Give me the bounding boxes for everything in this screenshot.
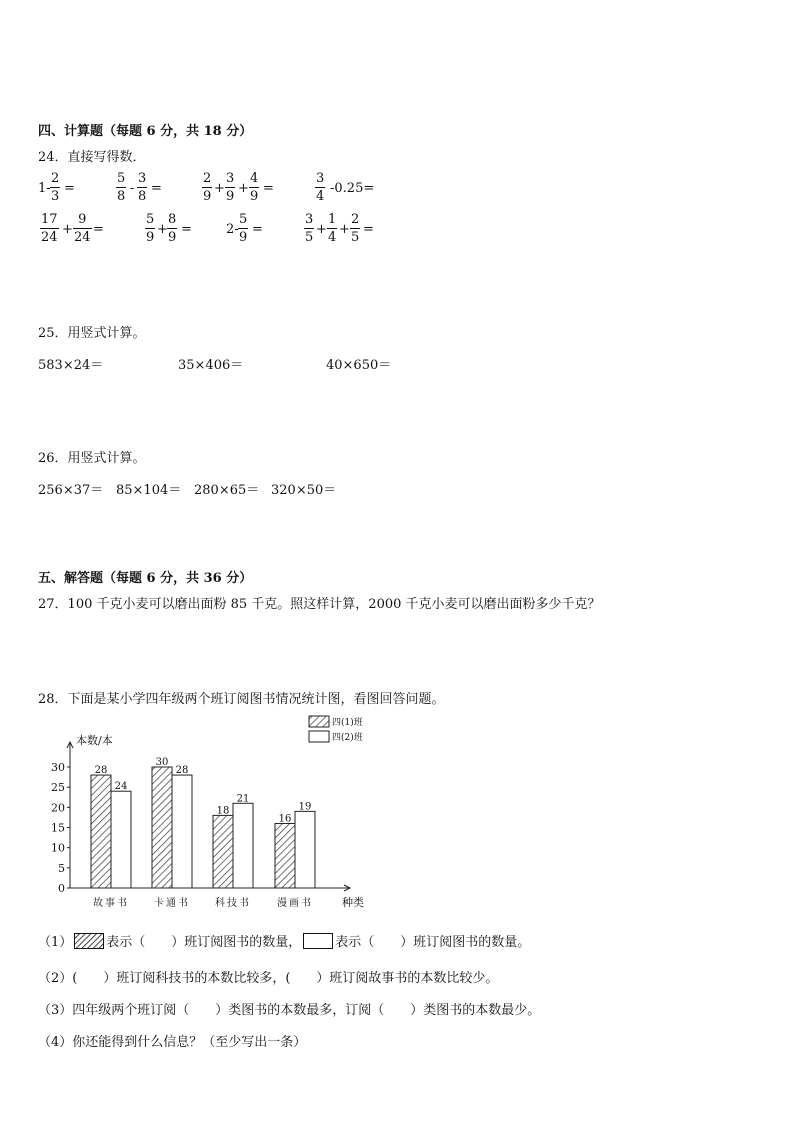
bar	[152, 767, 172, 888]
denominator: 5	[351, 230, 360, 245]
fraction	[238, 213, 248, 244]
equals: =	[151, 181, 162, 196]
numerator: 8	[168, 212, 177, 227]
y-tick-label: 25	[51, 781, 65, 795]
numerator: 9	[78, 212, 87, 227]
data-label: 24	[114, 781, 128, 793]
q26-item: 320×50＝	[271, 483, 337, 498]
q26-item: 280×65＝	[194, 483, 260, 498]
operator: +	[316, 222, 327, 237]
numerator: 3	[226, 171, 235, 186]
numerator: 3	[138, 171, 147, 186]
fraction	[327, 213, 337, 244]
section-4-title: 四、计算题（每题 6 分，共 18 分）	[38, 124, 253, 139]
equals: =	[181, 222, 192, 237]
y-tick-label: 0	[58, 882, 65, 895]
fraction	[350, 213, 360, 244]
data-label: 21	[236, 793, 250, 805]
y-tick-label: 10	[51, 841, 65, 855]
numerator: 5	[117, 171, 126, 186]
q28-sub1	[38, 931, 530, 950]
hatched-legend-icon	[74, 933, 104, 949]
denominator: 24	[74, 230, 91, 245]
data-label: 18	[216, 805, 230, 817]
fraction	[137, 172, 147, 203]
numerator: 3	[305, 212, 314, 227]
q28-sub4: （4）你还能得到什么信息？（至少写出一条）	[38, 1035, 307, 1050]
denominator: 9	[226, 189, 235, 204]
section-5-title: 五、解答题（每题 6 分，共 36 分）	[38, 571, 253, 586]
numerator: 2	[51, 171, 60, 186]
y-tick-label: 20	[51, 801, 65, 815]
bar-chart	[40, 712, 380, 912]
denominator: 3	[51, 189, 60, 204]
y-tick-label: 30	[51, 761, 65, 774]
x-tick-label: 漫画书	[277, 898, 313, 909]
bar	[91, 775, 111, 888]
q25-item: 35×406＝	[178, 358, 244, 373]
bar	[295, 811, 315, 888]
numerator: 2	[351, 212, 360, 227]
q24-prompt: 24．直接写得数．	[38, 150, 146, 165]
q24-r1-e1-pre: 1-	[38, 181, 51, 196]
blank-legend-icon	[303, 933, 333, 949]
equals: =	[363, 222, 374, 237]
operator: +	[214, 181, 225, 196]
denominator: 4	[328, 230, 337, 245]
numerator: 2	[203, 171, 212, 186]
legend-swatch	[309, 716, 329, 727]
fraction	[202, 172, 212, 203]
fraction	[315, 172, 325, 203]
operator: +	[238, 181, 249, 196]
y-axis-label: 本数/本	[76, 734, 113, 747]
bar	[275, 823, 295, 888]
data-label: 28	[175, 765, 189, 777]
data-label: 16	[278, 813, 292, 825]
q25-item: 40×650＝	[326, 358, 392, 373]
fraction	[145, 213, 155, 244]
denominator: 4	[316, 189, 325, 204]
q26-item: 85×104＝	[116, 483, 182, 498]
numerator: 17	[41, 212, 58, 227]
legend-swatch	[309, 731, 329, 742]
q25-item: 583×24＝	[38, 358, 104, 373]
fraction	[116, 172, 126, 203]
q28-sub1-number: （1）	[38, 935, 73, 950]
fraction	[50, 172, 60, 203]
x-tick-label: 故事书	[93, 898, 129, 909]
y-tick-label: 15	[51, 821, 65, 835]
fraction	[73, 213, 92, 244]
fraction	[249, 172, 259, 203]
fraction	[304, 213, 314, 244]
q27-text: 27．100 千克小麦可以磨出面粉 85 千克。照这样计算，2000 千克小麦可以磨出面粉多少千克？	[38, 597, 601, 612]
equals: =	[252, 222, 263, 237]
numerator: 5	[239, 212, 248, 227]
equals: =	[93, 222, 104, 237]
denominator: 9	[203, 189, 212, 204]
q26-item: 256×37＝	[38, 483, 104, 498]
data-label: 28	[94, 765, 108, 777]
numerator: 1	[328, 212, 337, 227]
y-tick-label: 5	[58, 861, 65, 875]
equals: =	[263, 181, 274, 196]
denominator: 24	[41, 230, 58, 245]
denominator: 9	[168, 230, 177, 245]
operator: -	[130, 181, 135, 196]
data-label: 30	[155, 757, 169, 768]
q28-sub1-text-b: 表示（ ）班订阅图书的数量。	[335, 935, 531, 950]
fraction	[40, 213, 59, 244]
equals: =	[64, 181, 75, 196]
bar	[213, 815, 233, 888]
q24-r2-e3-pre: 2-	[226, 222, 239, 237]
denominator: 9	[250, 189, 259, 204]
denominator: 9	[239, 230, 248, 245]
operator: +	[157, 222, 168, 237]
q28-sub2: （2）( ）班订阅科技书的本数比较多，( ）班订阅故事书的本数比较少。	[38, 971, 499, 986]
x-tick-label: 卡通书	[154, 898, 190, 909]
numerator: 4	[250, 171, 259, 186]
x-axis-label: 种类	[342, 896, 364, 909]
q25-prompt: 25．用竖式计算。	[38, 326, 146, 341]
x-tick-label: 科技书	[215, 898, 251, 909]
numerator: 3	[316, 171, 325, 186]
legend-label: 四(2)班	[332, 733, 363, 743]
bar	[111, 791, 131, 888]
operator: +	[339, 222, 350, 237]
q28-sub3: （3）四年级两个班订阅（ ）类图书的本数最多，订阅（ ）类图书的本数最少。	[38, 1003, 541, 1018]
denominator: 8	[117, 189, 126, 204]
q28-sub1-text-a: 表示（ ）班订阅图书的数量，	[106, 935, 302, 950]
q24-r1-e4-post: -0.25=	[330, 181, 375, 196]
denominator: 9	[146, 230, 155, 245]
numerator: 5	[146, 212, 155, 227]
fraction	[225, 172, 235, 203]
bar	[233, 803, 253, 888]
denominator: 8	[138, 189, 147, 204]
bar	[172, 775, 192, 888]
q26-prompt: 26．用竖式计算。	[38, 451, 146, 466]
q28-prompt: 28．下面是某小学四年级两个班订阅图书情况统计图，看图回答问题。	[38, 692, 445, 707]
fraction	[167, 213, 177, 244]
legend-label: 四(1)班	[332, 718, 363, 728]
operator: +	[62, 222, 73, 237]
data-label: 19	[298, 801, 312, 813]
denominator: 5	[305, 230, 314, 245]
